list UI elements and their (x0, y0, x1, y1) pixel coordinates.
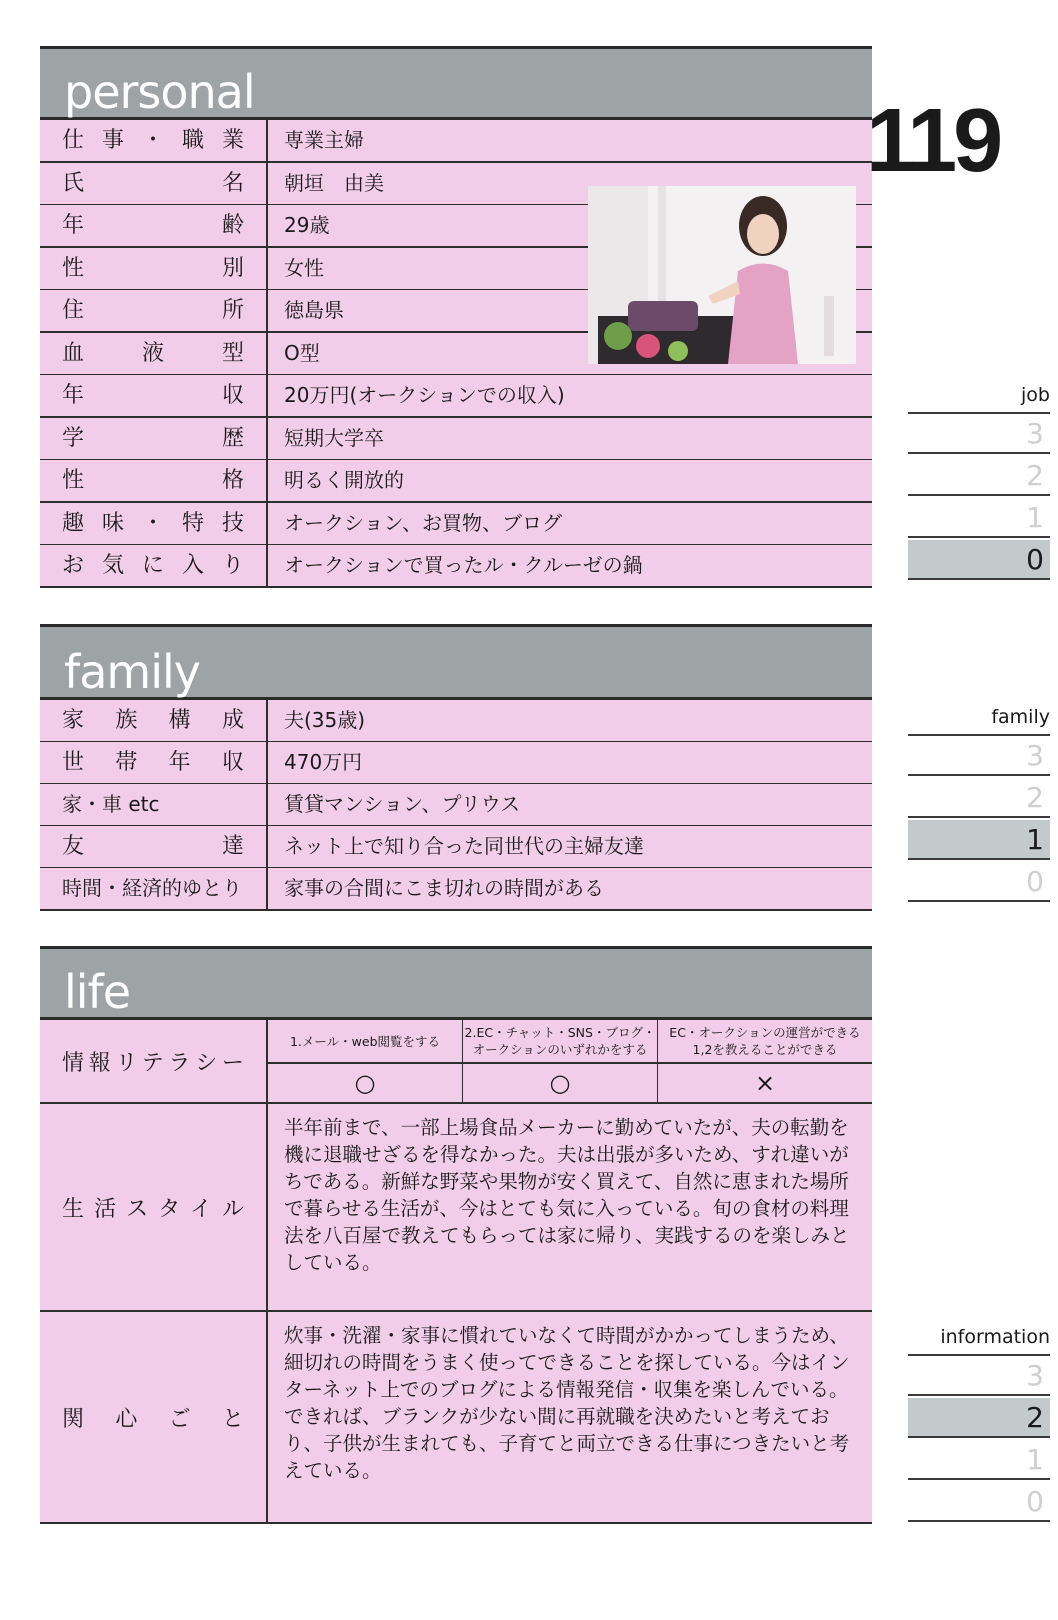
family-title: family (64, 645, 200, 699)
row-value: 29歳 (284, 213, 330, 237)
scale-level: 2 (908, 456, 1050, 496)
row-label: 年収 (40, 375, 268, 416)
row-value: 家事の合間にこま切れの時間がある (284, 876, 604, 900)
family-row (40, 742, 872, 785)
row-value: 女性 (284, 255, 324, 280)
scale-label: family (991, 706, 1050, 728)
row-label: 住所 (40, 290, 268, 331)
row-value: O型 (284, 340, 320, 365)
row-value: オークション、お買物、ブログ (284, 510, 562, 535)
row-value: 朝垣 由美 (284, 170, 384, 195)
row-label: 趣味・特技 (40, 503, 268, 544)
row-value: 賃貸マンション、プリウス (284, 792, 521, 816)
family-header (40, 624, 872, 700)
scale-level: 0 (908, 540, 1050, 580)
row-value: 夫(35歳) (284, 708, 366, 732)
life-section (40, 946, 872, 1524)
scale-label: job (1021, 384, 1050, 406)
row-label: 世帯年収 (40, 742, 268, 783)
lifestyle-row (40, 1104, 872, 1312)
lifestyle-text: 半年前まで、一部上場食品メーカーに勤めていたが、夫の転勤を機に退職せざるを得なかった。夫は出張が多いため、すれ違いがちである。新鮮な野菜や果物が安く買えて、自然に恵まれた場所で暮らせる生活が、今はとても気に入っている。旬の食材の料理法を八百屋で教えてもらっては家に帰り、実践するのを楽しみとしている。 (284, 1116, 850, 1274)
literacy-row (40, 1020, 872, 1104)
family-section (40, 624, 872, 910)
personal-row (40, 120, 872, 163)
personal-row (40, 418, 872, 461)
row-value: 20万円(オークションでの収入) (284, 383, 565, 407)
scale-level: 3 (908, 736, 1050, 776)
literacy-mark-1: ○ (354, 1068, 376, 1097)
family-row (40, 784, 872, 827)
interests-row (40, 1312, 872, 1524)
row-label: 学歴 (40, 418, 268, 459)
interests-text: 炊事・洗濯・家事に慣れていなくて時間がかかってしまうため、細切れの時間をうまく使ってできることを探している。今はインターネット上でのブログによる情報発信・収集を楽しんでいる。できれば、ブランクが少ない間に再就職を決めたいと考えており、子供が生まれても、子育てと両立できる仕事につきたいと考えている。 (284, 1324, 850, 1482)
scale-level: 2 (908, 1398, 1050, 1438)
row-value: 徳島県 (284, 298, 344, 322)
lifestyle-label: 生活スタイル (40, 1104, 268, 1310)
life-header (40, 946, 872, 1020)
literacy-header-1: 1.メール・web閲覧をする (289, 1033, 441, 1049)
family-row (40, 700, 872, 743)
personal-row (40, 545, 872, 588)
row-label: 家・車 etc (40, 784, 268, 825)
page-number: 119 (866, 91, 1000, 191)
personal-header (40, 46, 872, 120)
literacy-mark-2: ○ (462, 1063, 657, 1102)
row-label: 性格 (40, 460, 268, 501)
literacy-header-2: 2.EC・チャット・SNS・ブログ・オークションのいずれかをする (462, 1020, 657, 1062)
row-value: ネット上で知り合った同世代の主婦友達 (284, 834, 644, 858)
scale-level: 0 (908, 1482, 1050, 1522)
personal-row (40, 375, 872, 418)
row-label: 氏名 (40, 163, 268, 204)
job-scale (900, 384, 1050, 584)
family-scale (900, 706, 1050, 906)
literacy-mark-3: × (657, 1063, 872, 1102)
family-row (40, 826, 872, 869)
row-label: 時間・経済的ゆとり (40, 868, 268, 909)
information-scale (900, 1326, 1050, 1526)
row-label: 家族構成 (40, 700, 268, 741)
scale-label: information (940, 1326, 1050, 1348)
literacy-header-3: EC・オークションの運営ができる 1,2を教えることができる (657, 1020, 872, 1062)
scale-level: 1 (908, 820, 1050, 860)
personal-row (40, 503, 872, 546)
personal-title: personal (64, 65, 255, 119)
family-row (40, 868, 872, 911)
row-label: 血液型 (40, 333, 268, 374)
scale-level: 0 (908, 862, 1050, 902)
row-label: 友達 (40, 826, 268, 867)
scale-level: 3 (908, 414, 1050, 454)
row-label: 仕事・職業 (40, 120, 268, 161)
row-value: 専業主婦 (284, 128, 364, 152)
row-value: 短期大学卒 (284, 425, 384, 450)
scale-level: 1 (908, 498, 1050, 538)
scale-level: 3 (908, 1356, 1050, 1396)
scale-level: 1 (908, 1440, 1050, 1480)
personal-section (40, 46, 872, 586)
literacy-grid (268, 1020, 872, 1102)
literacy-label: 情報リテラシー (40, 1020, 268, 1102)
row-value: 470万円 (284, 750, 363, 774)
row-label: お気に入り (40, 545, 268, 586)
row-label: 性別 (40, 248, 268, 289)
personal-row (40, 460, 872, 503)
profile-photo (588, 186, 856, 364)
interests-label: 関心ごと (40, 1312, 268, 1522)
row-value: 明るく開放的 (284, 468, 404, 492)
row-label: 年齢 (40, 205, 268, 246)
row-value: オークションで買ったル・クルーゼの鍋 (284, 553, 643, 577)
life-title: life (64, 965, 131, 1019)
scale-level: 2 (908, 778, 1050, 818)
